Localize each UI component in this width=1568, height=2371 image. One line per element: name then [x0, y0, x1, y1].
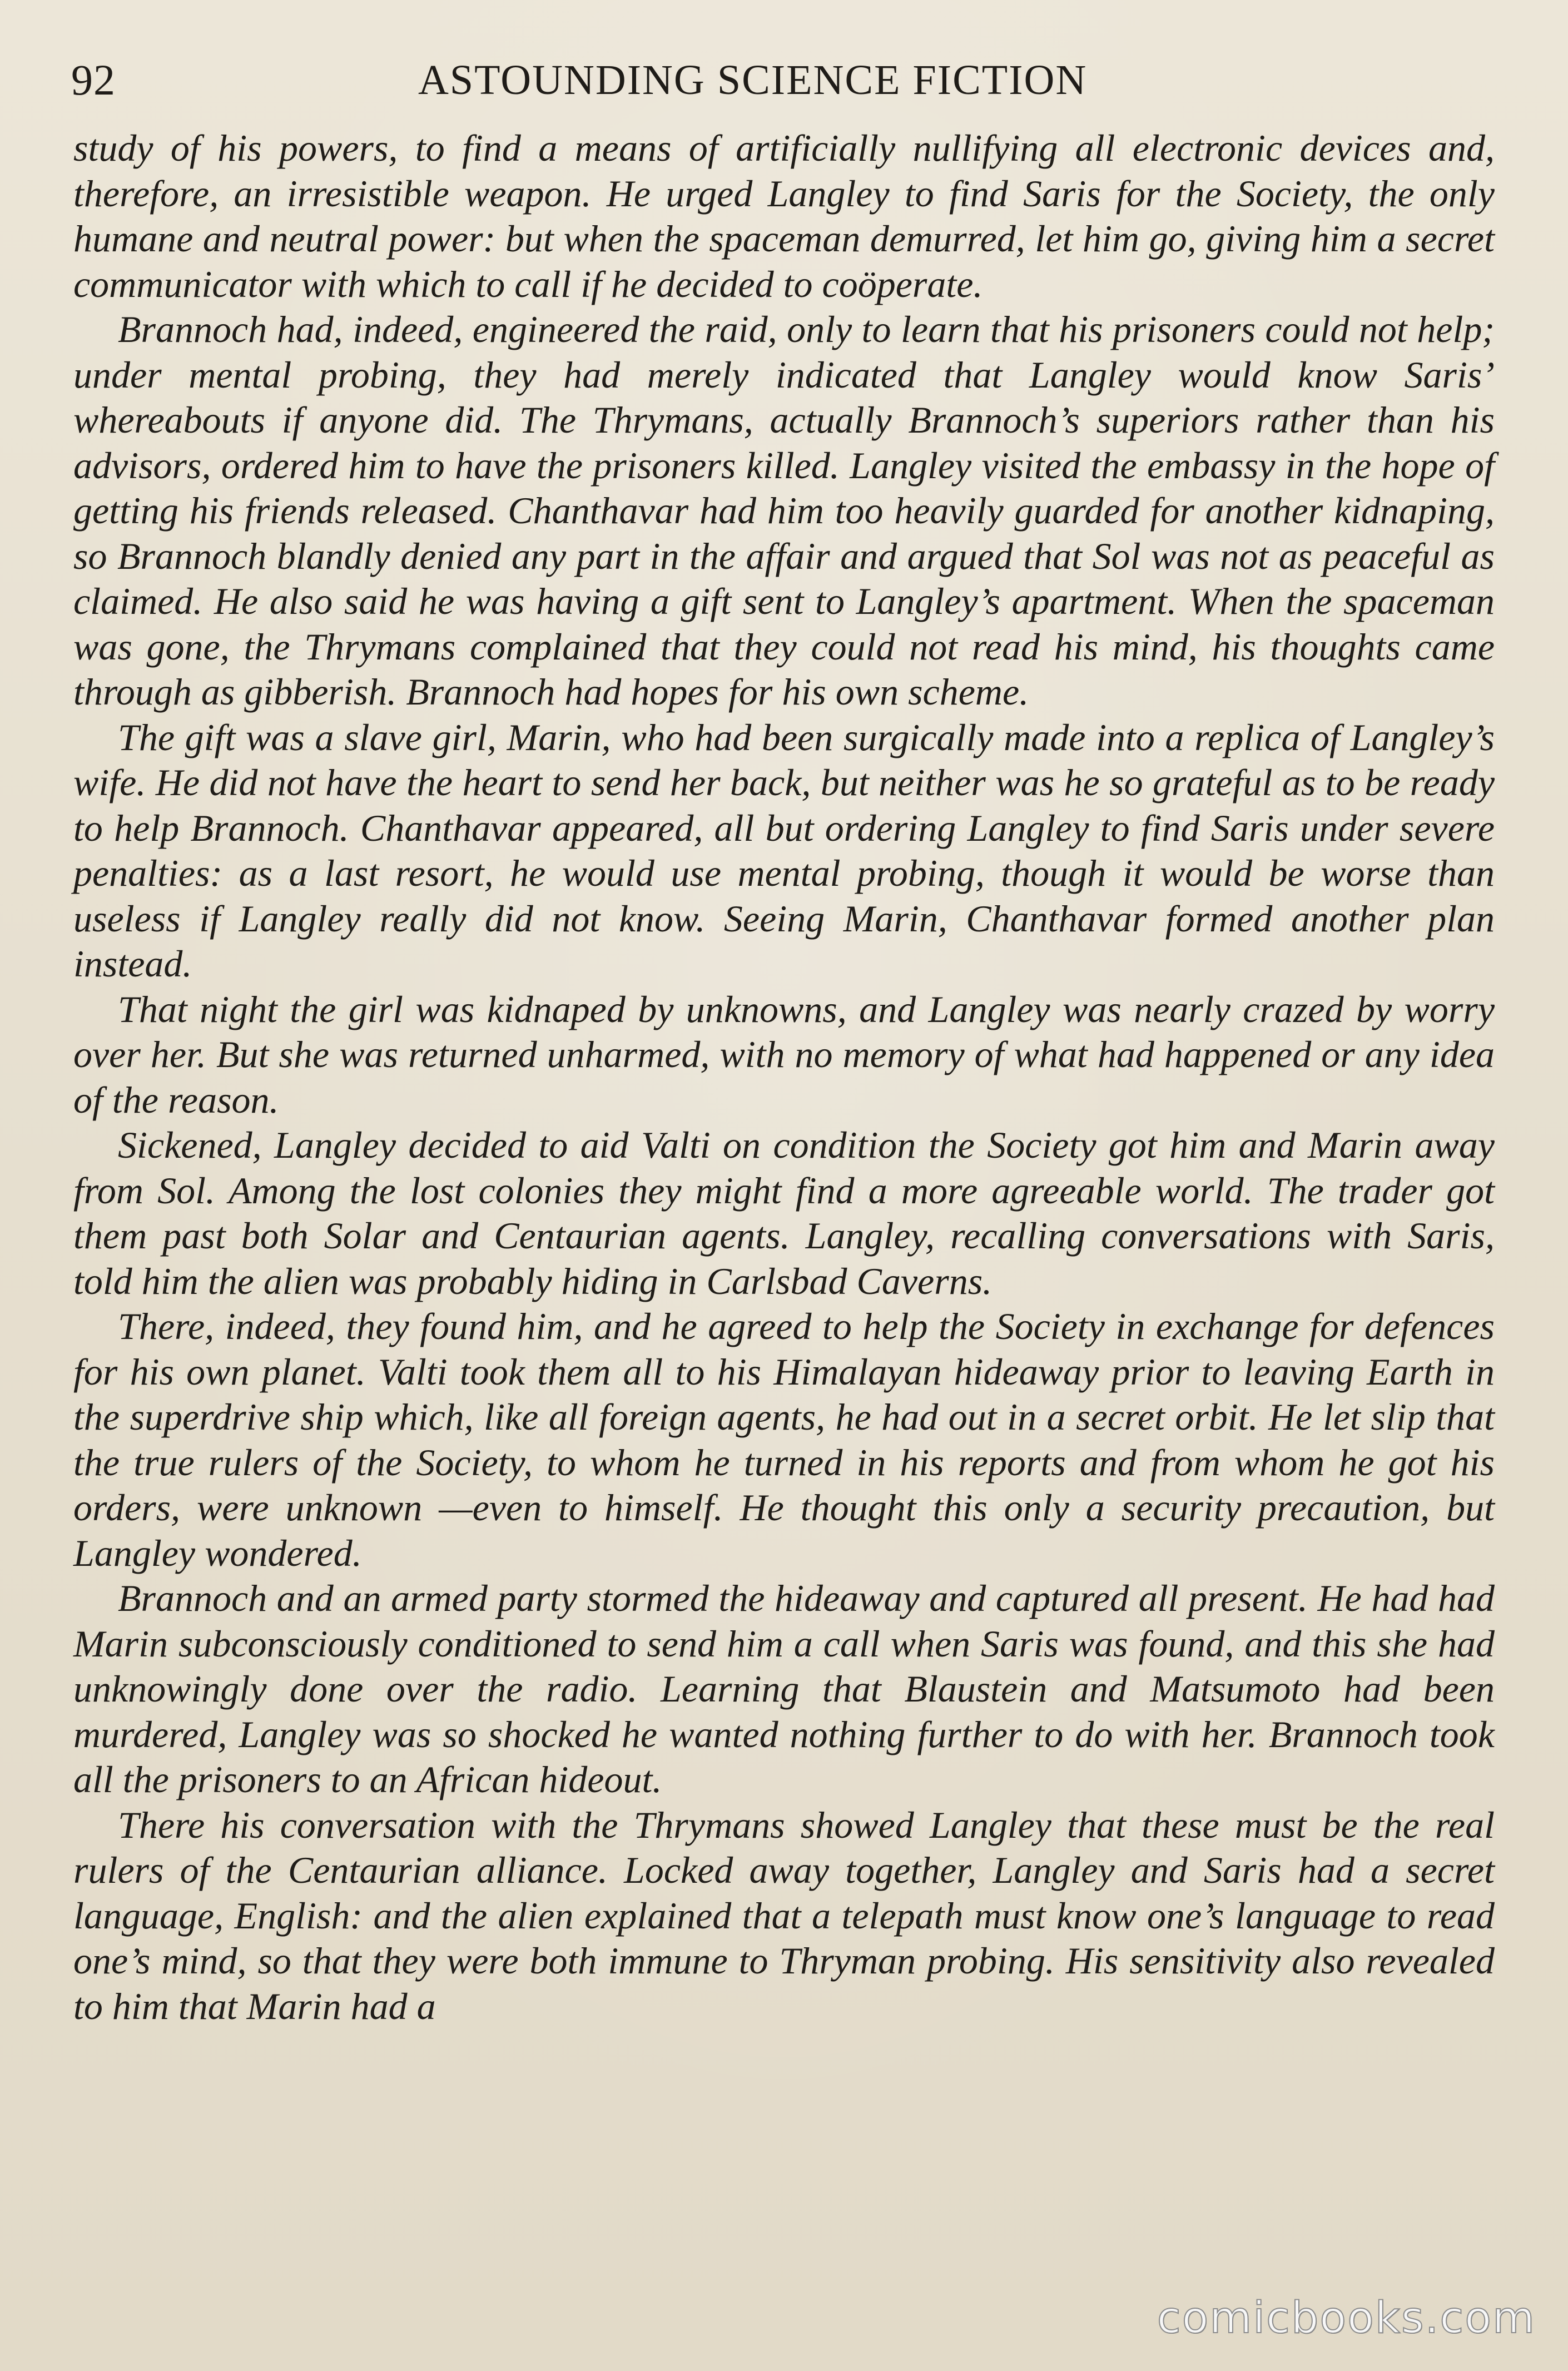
paragraph: Sickened, Langley decided to aid Valti on condition the Society got him and Marin away from Sol. Among the lost colonies they might find a more agreeable world. The trader got them past both Solar and Centaurian agents. Langley, recalling conversations with Saris, told him the alien was probably hiding in Carlsbad Caverns.	[73, 1124, 1495, 1302]
page-number: 92	[71, 56, 116, 104]
paragraph: Brannoch had, indeed, engineered the raid, only to learn that his prisoners could not help; under mental probing, they had merely indicated that Langley would know Saris’ whereabouts if anyone did. The Thrymans, actually Brannoch’s superiors rather than his advisors, ordered him to have the prisoners killed. Langley visited the embassy in the hope of getting his friends released. Chanthavar had him too heavily guarded for another kidnaping, so Brannoch blandly denied any part in the affair and argued that Sol was not as peaceful as claimed. He also said he was having a gift sent to Langley’s apartment. When the spaceman was gone, the Thrymans complained that they could not read his mind, his thoughts came through as gibberish. Brannoch had hopes for his own scheme.	[73, 308, 1495, 713]
body-text	[73, 126, 1495, 2029]
page-header	[71, 53, 1495, 115]
paragraph: study of his powers, to find a means of artificially nullifying all electronic devices and, therefore, an irresistible weapon. He urged Langley to find Saris for the Society, the only humane and neutral power: but when the spaceman demurred, let him go, giving him a secret communicator with which to call if he decided to coöperate.	[73, 127, 1495, 305]
running-title: ASTOUNDING SCIENCE FICTION	[418, 57, 1088, 103]
paragraph: The gift was a slave girl, Marin, who had been surgically made into a replica of Langley’s wife. He did not have the heart to send her back, but neither was he so grateful as to be ready to help Brannoch. Chanthavar appeared, all but ordering Langley to find Saris under severe penalties: as a last resort, he would use mental probing, though it would be worse than useless if Langley really did not know. Seeing Marin, Chanthavar formed another plan instead.	[73, 716, 1495, 985]
watermark-logo: comicbooks.com	[1157, 2293, 1536, 2343]
paragraph: That night the girl was kidnaped by unknowns, and Langley was nearly crazed by worry over her. But she was returned unharmed, with no memory of what had happened or any idea of the reason.	[73, 988, 1495, 1121]
paragraph: There his conversation with the Thrymans showed Langley that these must be the real rulers of the Centaurian alliance. Locked away together, Langley and Saris had a secret language, English: and the alien explained that a telepath must know one’s language to read one’s mind, so that they were both immune to Thryman probing. His sensitivity also revealed to him that Marin had a	[73, 1803, 1495, 2027]
paragraph: There, indeed, they found him, and he agreed to help the Society in exchange for defences for his own planet. Valti took them all to his Himalayan hideaway prior to leaving Earth in the superdrive ship which, like all foreign agents, he had out in a secret orbit. He let slip that the true rulers of the Society, to whom he turned in his reports and from whom he got his orders, were unknown —even to himself. He thought this only a security precaution, but Langley wondered.	[73, 1305, 1495, 1574]
paragraph: Brannoch and an armed party stormed the hideaway and captured all present. He had had Marin subconsciously conditioned to send him a call when Saris was found, and this she had unknowingly done over the radio. Learning that Blaustein and Matsumoto had been murdered, Langley was so shocked he wanted nothing further to do with her. Brannoch took all the prisoners to an African hideout.	[73, 1577, 1495, 1800]
